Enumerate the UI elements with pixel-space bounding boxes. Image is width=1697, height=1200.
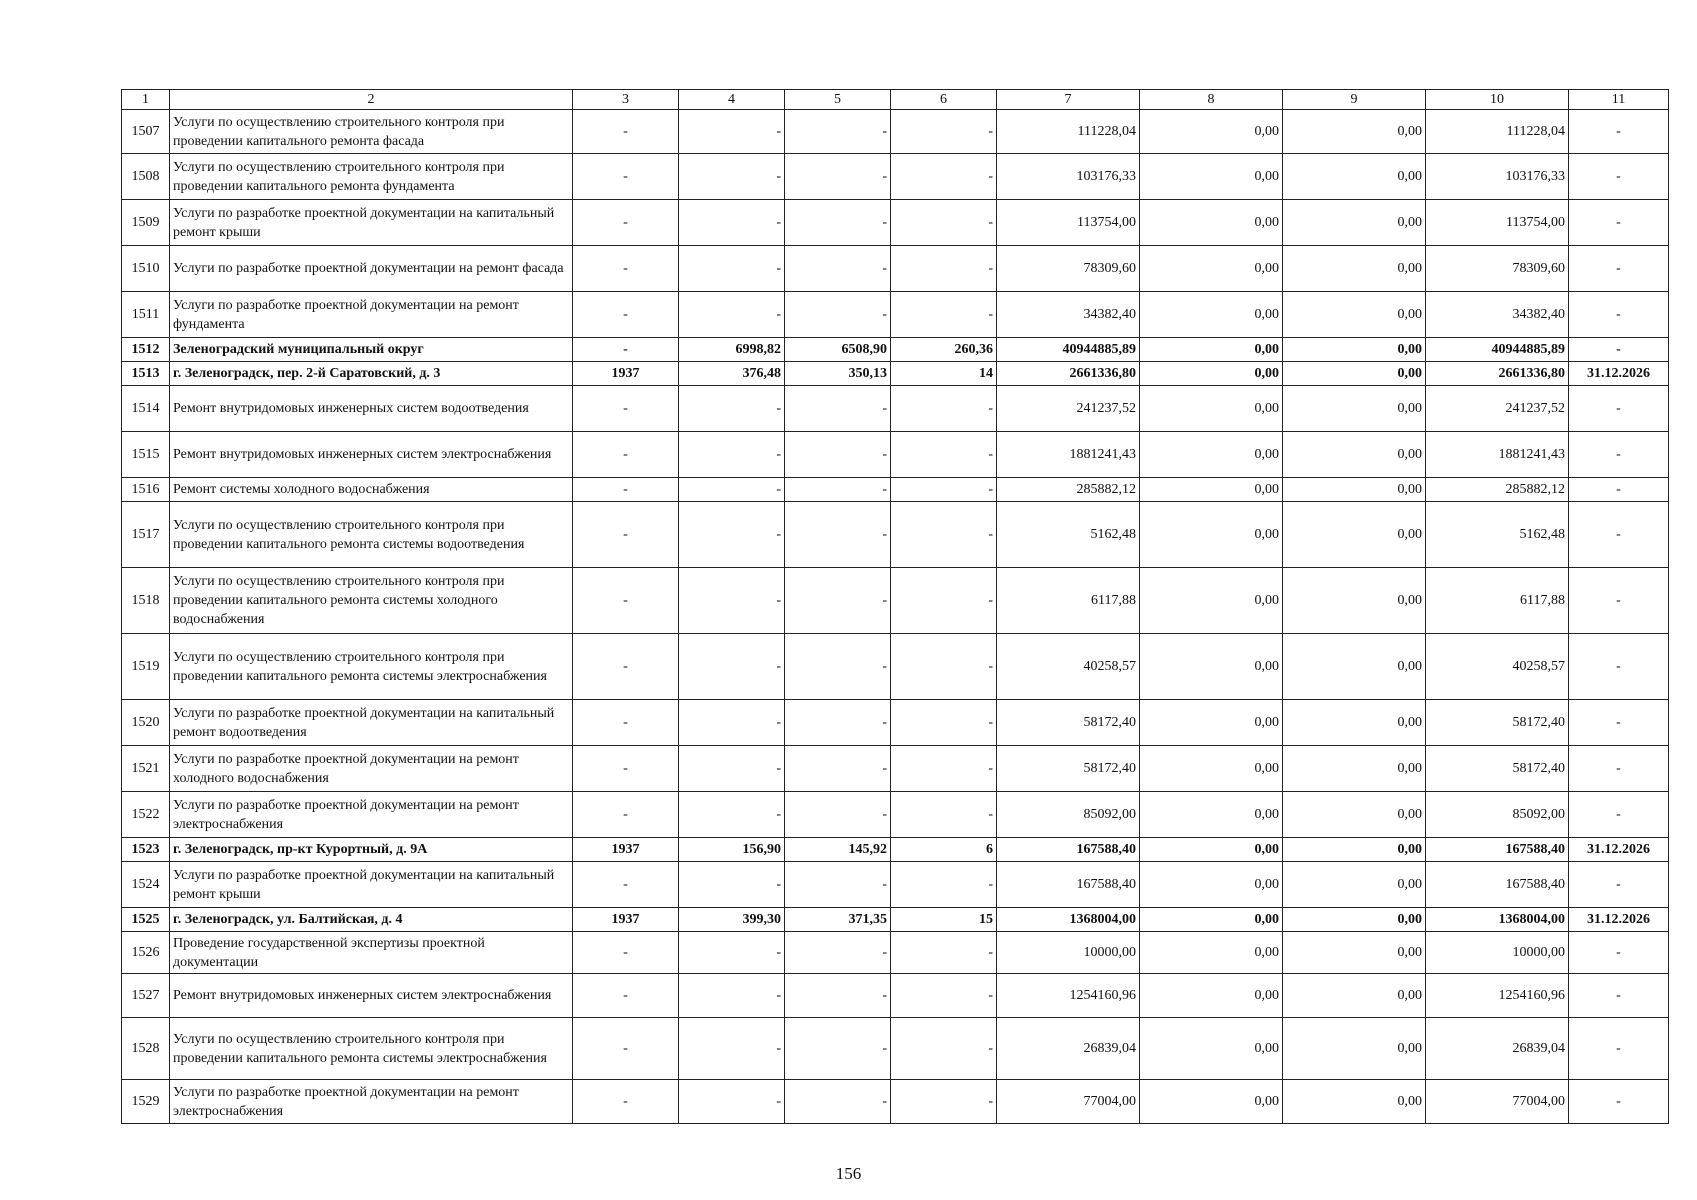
col8-cell: 0,00 bbox=[1140, 700, 1283, 746]
row-number: 1521 bbox=[122, 746, 170, 792]
col-header: 6 bbox=[891, 90, 997, 110]
col4-cell: - bbox=[679, 568, 785, 634]
table-row bbox=[122, 700, 1669, 746]
col3-cell: - bbox=[573, 1080, 679, 1124]
col4-cell: - bbox=[679, 1018, 785, 1080]
row-name: Услуги по осуществлению строительного контроля при проведении капитального ремонта системы холодного водоснабжения bbox=[170, 568, 573, 634]
col7-cell: 5162,48 bbox=[997, 502, 1140, 568]
table-row bbox=[122, 908, 1669, 932]
col3-cell: - bbox=[573, 200, 679, 246]
col10-cell: 167588,40 bbox=[1426, 838, 1569, 862]
col7-cell: 40944885,89 bbox=[997, 338, 1140, 362]
col4-cell: - bbox=[679, 154, 785, 200]
col9-cell: 0,00 bbox=[1283, 432, 1426, 478]
col5-cell: - bbox=[785, 502, 891, 568]
col6-cell: - bbox=[891, 478, 997, 502]
col10-cell: 58172,40 bbox=[1426, 700, 1569, 746]
col6-cell: 15 bbox=[891, 908, 997, 932]
col3-cell: - bbox=[573, 386, 679, 432]
col5-cell: 371,35 bbox=[785, 908, 891, 932]
col11-cell: 31.12.2026 bbox=[1569, 362, 1669, 386]
col10-cell: 2661336,80 bbox=[1426, 362, 1569, 386]
col11-cell: - bbox=[1569, 478, 1669, 502]
col8-cell: 0,00 bbox=[1140, 1018, 1283, 1080]
col5-cell: - bbox=[785, 932, 891, 974]
col9-cell: 0,00 bbox=[1283, 634, 1426, 700]
col6-cell: 6 bbox=[891, 838, 997, 862]
col8-cell: 0,00 bbox=[1140, 746, 1283, 792]
col3-cell: - bbox=[573, 432, 679, 478]
col6-cell: - bbox=[891, 200, 997, 246]
col8-cell: 0,00 bbox=[1140, 362, 1283, 386]
col6-cell: - bbox=[891, 246, 997, 292]
row-number: 1525 bbox=[122, 908, 170, 932]
col9-cell: 0,00 bbox=[1283, 1080, 1426, 1124]
col8-cell: 0,00 bbox=[1140, 432, 1283, 478]
col11-cell: - bbox=[1569, 502, 1669, 568]
col10-cell: 40944885,89 bbox=[1426, 338, 1569, 362]
col6-cell: - bbox=[891, 1080, 997, 1124]
col-header: 10 bbox=[1426, 90, 1569, 110]
row-number: 1523 bbox=[122, 838, 170, 862]
col9-cell: 0,00 bbox=[1283, 862, 1426, 908]
col11-cell: - bbox=[1569, 700, 1669, 746]
row-name: Зеленоградский муниципальный округ bbox=[170, 338, 573, 362]
col-header: 1 bbox=[122, 90, 170, 110]
col8-cell: 0,00 bbox=[1140, 338, 1283, 362]
col4-cell: 376,48 bbox=[679, 362, 785, 386]
budget-table bbox=[121, 89, 1669, 1124]
col9-cell: 0,00 bbox=[1283, 110, 1426, 154]
col8-cell: 0,00 bbox=[1140, 478, 1283, 502]
col11-cell: - bbox=[1569, 932, 1669, 974]
col10-cell: 34382,40 bbox=[1426, 292, 1569, 338]
row-number: 1513 bbox=[122, 362, 170, 386]
col11-cell: - bbox=[1569, 1080, 1669, 1124]
col11-cell: - bbox=[1569, 338, 1669, 362]
col11-cell: - bbox=[1569, 862, 1669, 908]
col7-cell: 103176,33 bbox=[997, 154, 1140, 200]
col5-cell: - bbox=[785, 154, 891, 200]
table-row bbox=[122, 386, 1669, 432]
table-row bbox=[122, 746, 1669, 792]
col10-cell: 111228,04 bbox=[1426, 110, 1569, 154]
col11-cell: - bbox=[1569, 568, 1669, 634]
col10-cell: 1254160,96 bbox=[1426, 974, 1569, 1018]
row-number: 1511 bbox=[122, 292, 170, 338]
col3-cell: - bbox=[573, 974, 679, 1018]
col11-cell: - bbox=[1569, 154, 1669, 200]
col8-cell: 0,00 bbox=[1140, 246, 1283, 292]
col3-cell: 1937 bbox=[573, 362, 679, 386]
col4-cell: - bbox=[679, 1080, 785, 1124]
col8-cell: 0,00 bbox=[1140, 908, 1283, 932]
col4-cell: - bbox=[679, 746, 785, 792]
col10-cell: 58172,40 bbox=[1426, 746, 1569, 792]
col4-cell: - bbox=[679, 792, 785, 838]
col4-cell: - bbox=[679, 862, 785, 908]
col6-cell: - bbox=[891, 634, 997, 700]
row-name: Услуги по разработке проектной документации на ремонт фундамента bbox=[170, 292, 573, 338]
col4-cell: 399,30 bbox=[679, 908, 785, 932]
col6-cell: - bbox=[891, 386, 997, 432]
col8-cell: 0,00 bbox=[1140, 292, 1283, 338]
col10-cell: 85092,00 bbox=[1426, 792, 1569, 838]
col5-cell: 145,92 bbox=[785, 838, 891, 862]
col11-cell: - bbox=[1569, 974, 1669, 1018]
row-name: Услуги по осуществлению строительного контроля при проведении капитального ремонта системы водоотведения bbox=[170, 502, 573, 568]
row-name: Услуги по разработке проектной документации на ремонт фасада bbox=[170, 246, 573, 292]
row-name: Услуги по разработке проектной документации на ремонт электроснабжения bbox=[170, 792, 573, 838]
col5-cell: 6508,90 bbox=[785, 338, 891, 362]
col4-cell: - bbox=[679, 432, 785, 478]
col6-cell: - bbox=[891, 974, 997, 1018]
row-number: 1528 bbox=[122, 1018, 170, 1080]
table-row bbox=[122, 634, 1669, 700]
col10-cell: 285882,12 bbox=[1426, 478, 1569, 502]
row-name: Услуги по осуществлению строительного контроля при проведении капитального ремонта системы электроснабжения bbox=[170, 1018, 573, 1080]
col4-cell: - bbox=[679, 200, 785, 246]
col7-cell: 10000,00 bbox=[997, 932, 1140, 974]
table-row bbox=[122, 362, 1669, 386]
table-row bbox=[122, 1080, 1669, 1124]
col4-cell: - bbox=[679, 386, 785, 432]
col3-cell: - bbox=[573, 338, 679, 362]
col11-cell: - bbox=[1569, 634, 1669, 700]
col9-cell: 0,00 bbox=[1283, 338, 1426, 362]
col10-cell: 167588,40 bbox=[1426, 862, 1569, 908]
col4-cell: - bbox=[679, 932, 785, 974]
col-header: 11 bbox=[1569, 90, 1669, 110]
col3-cell: - bbox=[573, 792, 679, 838]
col7-cell: 26839,04 bbox=[997, 1018, 1140, 1080]
row-name: Услуги по разработке проектной документации на ремонт электроснабжения bbox=[170, 1080, 573, 1124]
col7-cell: 111228,04 bbox=[997, 110, 1140, 154]
col7-cell: 34382,40 bbox=[997, 292, 1140, 338]
col3-cell: - bbox=[573, 292, 679, 338]
col9-cell: 0,00 bbox=[1283, 746, 1426, 792]
row-name: Ремонт внутридомовых инженерных систем водоотведения bbox=[170, 386, 573, 432]
row-number: 1512 bbox=[122, 338, 170, 362]
col6-cell: - bbox=[891, 110, 997, 154]
col3-cell: 1937 bbox=[573, 908, 679, 932]
row-number: 1514 bbox=[122, 386, 170, 432]
col8-cell: 0,00 bbox=[1140, 110, 1283, 154]
col-header: 9 bbox=[1283, 90, 1426, 110]
col7-cell: 6117,88 bbox=[997, 568, 1140, 634]
col5-cell: - bbox=[785, 792, 891, 838]
table-row bbox=[122, 792, 1669, 838]
col11-cell: 31.12.2026 bbox=[1569, 838, 1669, 862]
col9-cell: 0,00 bbox=[1283, 502, 1426, 568]
col9-cell: 0,00 bbox=[1283, 838, 1426, 862]
row-name: Услуги по разработке проектной документации на ремонт холодного водоснабжения bbox=[170, 746, 573, 792]
table-row bbox=[122, 932, 1669, 974]
row-name: Услуги по осуществлению строительного контроля при проведении капитального ремонта фундамента bbox=[170, 154, 573, 200]
row-name: Ремонт внутридомовых инженерных систем электроснабжения bbox=[170, 432, 573, 478]
col7-cell: 77004,00 bbox=[997, 1080, 1140, 1124]
col6-cell: - bbox=[891, 568, 997, 634]
row-name: г. Зеленоградск, пер. 2-й Саратовский, д. 3 bbox=[170, 362, 573, 386]
row-name: г. Зеленоградск, ул. Балтийская, д. 4 bbox=[170, 908, 573, 932]
table-row bbox=[122, 1018, 1669, 1080]
col5-cell: - bbox=[785, 200, 891, 246]
col4-cell: - bbox=[679, 700, 785, 746]
col8-cell: 0,00 bbox=[1140, 634, 1283, 700]
col3-cell: 1937 bbox=[573, 838, 679, 862]
col4-cell: - bbox=[679, 634, 785, 700]
col10-cell: 1881241,43 bbox=[1426, 432, 1569, 478]
row-number: 1507 bbox=[122, 110, 170, 154]
col11-cell: - bbox=[1569, 246, 1669, 292]
col5-cell: - bbox=[785, 746, 891, 792]
col5-cell: - bbox=[785, 292, 891, 338]
col4-cell: 6998,82 bbox=[679, 338, 785, 362]
table-row bbox=[122, 568, 1669, 634]
col9-cell: 0,00 bbox=[1283, 700, 1426, 746]
col11-cell: - bbox=[1569, 386, 1669, 432]
col5-cell: - bbox=[785, 432, 891, 478]
col7-cell: 1368004,00 bbox=[997, 908, 1140, 932]
row-number: 1522 bbox=[122, 792, 170, 838]
col9-cell: 0,00 bbox=[1283, 200, 1426, 246]
col3-cell: - bbox=[573, 154, 679, 200]
col6-cell: - bbox=[891, 154, 997, 200]
col5-cell: 350,13 bbox=[785, 362, 891, 386]
table-row bbox=[122, 974, 1669, 1018]
col-header: 3 bbox=[573, 90, 679, 110]
col3-cell: - bbox=[573, 502, 679, 568]
col9-cell: 0,00 bbox=[1283, 292, 1426, 338]
col9-cell: 0,00 bbox=[1283, 932, 1426, 974]
row-name: Ремонт внутридомовых инженерных систем электроснабжения bbox=[170, 974, 573, 1018]
col3-cell: - bbox=[573, 246, 679, 292]
col8-cell: 0,00 bbox=[1140, 862, 1283, 908]
col7-cell: 167588,40 bbox=[997, 838, 1140, 862]
col8-cell: 0,00 bbox=[1140, 1080, 1283, 1124]
col10-cell: 5162,48 bbox=[1426, 502, 1569, 568]
col3-cell: - bbox=[573, 746, 679, 792]
col10-cell: 6117,88 bbox=[1426, 568, 1569, 634]
page-number: 156 bbox=[835, 1164, 862, 1183]
col10-cell: 113754,00 bbox=[1426, 200, 1569, 246]
col11-cell: - bbox=[1569, 792, 1669, 838]
col10-cell: 40258,57 bbox=[1426, 634, 1569, 700]
col9-cell: 0,00 bbox=[1283, 386, 1426, 432]
col9-cell: 0,00 bbox=[1283, 1018, 1426, 1080]
col8-cell: 0,00 bbox=[1140, 568, 1283, 634]
col9-cell: 0,00 bbox=[1283, 154, 1426, 200]
col6-cell: - bbox=[891, 862, 997, 908]
col7-cell: 78309,60 bbox=[997, 246, 1140, 292]
col9-cell: 0,00 bbox=[1283, 974, 1426, 1018]
row-number: 1518 bbox=[122, 568, 170, 634]
table-row bbox=[122, 200, 1669, 246]
table-row bbox=[122, 432, 1669, 478]
col8-cell: 0,00 bbox=[1140, 838, 1283, 862]
table-row bbox=[122, 502, 1669, 568]
col9-cell: 0,00 bbox=[1283, 908, 1426, 932]
col8-cell: 0,00 bbox=[1140, 792, 1283, 838]
col10-cell: 10000,00 bbox=[1426, 932, 1569, 974]
row-number: 1519 bbox=[122, 634, 170, 700]
row-name: Проведение государственной экспертизы проектной документации bbox=[170, 932, 573, 974]
col5-cell: - bbox=[785, 386, 891, 432]
col11-cell: - bbox=[1569, 110, 1669, 154]
col7-cell: 85092,00 bbox=[997, 792, 1140, 838]
row-number: 1509 bbox=[122, 200, 170, 246]
col3-cell: - bbox=[573, 932, 679, 974]
col5-cell: - bbox=[785, 974, 891, 1018]
col9-cell: 0,00 bbox=[1283, 246, 1426, 292]
col5-cell: - bbox=[785, 478, 891, 502]
col3-cell: - bbox=[573, 1018, 679, 1080]
col11-cell: - bbox=[1569, 200, 1669, 246]
col11-cell: - bbox=[1569, 1018, 1669, 1080]
row-name: Услуги по разработке проектной документации на капитальный ремонт крыши bbox=[170, 862, 573, 908]
row-name: Услуги по осуществлению строительного контроля при проведении капитального ремонта фасада bbox=[170, 110, 573, 154]
col9-cell: 0,00 bbox=[1283, 362, 1426, 386]
row-number: 1524 bbox=[122, 862, 170, 908]
col8-cell: 0,00 bbox=[1140, 932, 1283, 974]
col8-cell: 0,00 bbox=[1140, 154, 1283, 200]
col6-cell: - bbox=[891, 792, 997, 838]
table-row bbox=[122, 478, 1669, 502]
col-header: 5 bbox=[785, 90, 891, 110]
row-name: Ремонт системы холодного водоснабжения bbox=[170, 478, 573, 502]
col7-cell: 2661336,80 bbox=[997, 362, 1140, 386]
col7-cell: 1254160,96 bbox=[997, 974, 1140, 1018]
col6-cell: - bbox=[891, 1018, 997, 1080]
col-header: 7 bbox=[997, 90, 1140, 110]
table-row bbox=[122, 154, 1669, 200]
col9-cell: 0,00 bbox=[1283, 792, 1426, 838]
col3-cell: - bbox=[573, 568, 679, 634]
col9-cell: 0,00 bbox=[1283, 478, 1426, 502]
col3-cell: - bbox=[573, 478, 679, 502]
col10-cell: 26839,04 bbox=[1426, 1018, 1569, 1080]
col7-cell: 1881241,43 bbox=[997, 432, 1140, 478]
col3-cell: - bbox=[573, 862, 679, 908]
table-row bbox=[122, 838, 1669, 862]
col6-cell: - bbox=[891, 432, 997, 478]
col11-cell: 31.12.2026 bbox=[1569, 908, 1669, 932]
col8-cell: 0,00 bbox=[1140, 200, 1283, 246]
col-header: 4 bbox=[679, 90, 785, 110]
col5-cell: - bbox=[785, 1080, 891, 1124]
col10-cell: 103176,33 bbox=[1426, 154, 1569, 200]
col4-cell: - bbox=[679, 246, 785, 292]
table-row bbox=[122, 292, 1669, 338]
col3-cell: - bbox=[573, 700, 679, 746]
row-number: 1508 bbox=[122, 154, 170, 200]
col5-cell: - bbox=[785, 700, 891, 746]
col6-cell: - bbox=[891, 746, 997, 792]
col8-cell: 0,00 bbox=[1140, 502, 1283, 568]
col10-cell: 1368004,00 bbox=[1426, 908, 1569, 932]
col4-cell: - bbox=[679, 292, 785, 338]
col5-cell: - bbox=[785, 1018, 891, 1080]
col10-cell: 241237,52 bbox=[1426, 386, 1569, 432]
row-number: 1510 bbox=[122, 246, 170, 292]
row-name: Услуги по осуществлению строительного контроля при проведении капитального ремонта системы электроснабжения bbox=[170, 634, 573, 700]
row-name: Услуги по разработке проектной документации на капитальный ремонт водоотведения bbox=[170, 700, 573, 746]
col7-cell: 241237,52 bbox=[997, 386, 1140, 432]
col4-cell: - bbox=[679, 110, 785, 154]
col4-cell: 156,90 bbox=[679, 838, 785, 862]
col4-cell: - bbox=[679, 974, 785, 1018]
table-row bbox=[122, 110, 1669, 154]
col6-cell: 14 bbox=[891, 362, 997, 386]
table-row bbox=[122, 862, 1669, 908]
col6-cell: - bbox=[891, 502, 997, 568]
col6-cell: - bbox=[891, 932, 997, 974]
row-name: Услуги по разработке проектной документации на капитальный ремонт крыши bbox=[170, 200, 573, 246]
col10-cell: 77004,00 bbox=[1426, 1080, 1569, 1124]
col3-cell: - bbox=[573, 634, 679, 700]
col8-cell: 0,00 bbox=[1140, 386, 1283, 432]
col5-cell: - bbox=[785, 862, 891, 908]
col11-cell: - bbox=[1569, 432, 1669, 478]
col9-cell: 0,00 bbox=[1283, 568, 1426, 634]
col7-cell: 58172,40 bbox=[997, 746, 1140, 792]
col10-cell: 78309,60 bbox=[1426, 246, 1569, 292]
col7-cell: 167588,40 bbox=[997, 862, 1140, 908]
col3-cell: - bbox=[573, 110, 679, 154]
row-number: 1517 bbox=[122, 502, 170, 568]
col-header: 8 bbox=[1140, 90, 1283, 110]
col5-cell: - bbox=[785, 246, 891, 292]
col4-cell: - bbox=[679, 478, 785, 502]
col7-cell: 113754,00 bbox=[997, 200, 1140, 246]
row-number: 1529 bbox=[122, 1080, 170, 1124]
col5-cell: - bbox=[785, 634, 891, 700]
col7-cell: 40258,57 bbox=[997, 634, 1140, 700]
col6-cell: 260,36 bbox=[891, 338, 997, 362]
col11-cell: - bbox=[1569, 746, 1669, 792]
col8-cell: 0,00 bbox=[1140, 974, 1283, 1018]
header-row bbox=[122, 90, 1669, 110]
col7-cell: 285882,12 bbox=[997, 478, 1140, 502]
col6-cell: - bbox=[891, 700, 997, 746]
col6-cell: - bbox=[891, 292, 997, 338]
col-header: 2 bbox=[170, 90, 573, 110]
row-number: 1515 bbox=[122, 432, 170, 478]
col5-cell: - bbox=[785, 568, 891, 634]
col11-cell: - bbox=[1569, 292, 1669, 338]
col5-cell: - bbox=[785, 110, 891, 154]
col4-cell: - bbox=[679, 502, 785, 568]
row-number: 1520 bbox=[122, 700, 170, 746]
col7-cell: 58172,40 bbox=[997, 700, 1140, 746]
row-number: 1516 bbox=[122, 478, 170, 502]
row-name: г. Зеленоградск, пр-кт Курортный, д. 9А bbox=[170, 838, 573, 862]
row-number: 1526 bbox=[122, 932, 170, 974]
row-number: 1527 bbox=[122, 974, 170, 1018]
table-row bbox=[122, 246, 1669, 292]
table-row bbox=[122, 338, 1669, 362]
